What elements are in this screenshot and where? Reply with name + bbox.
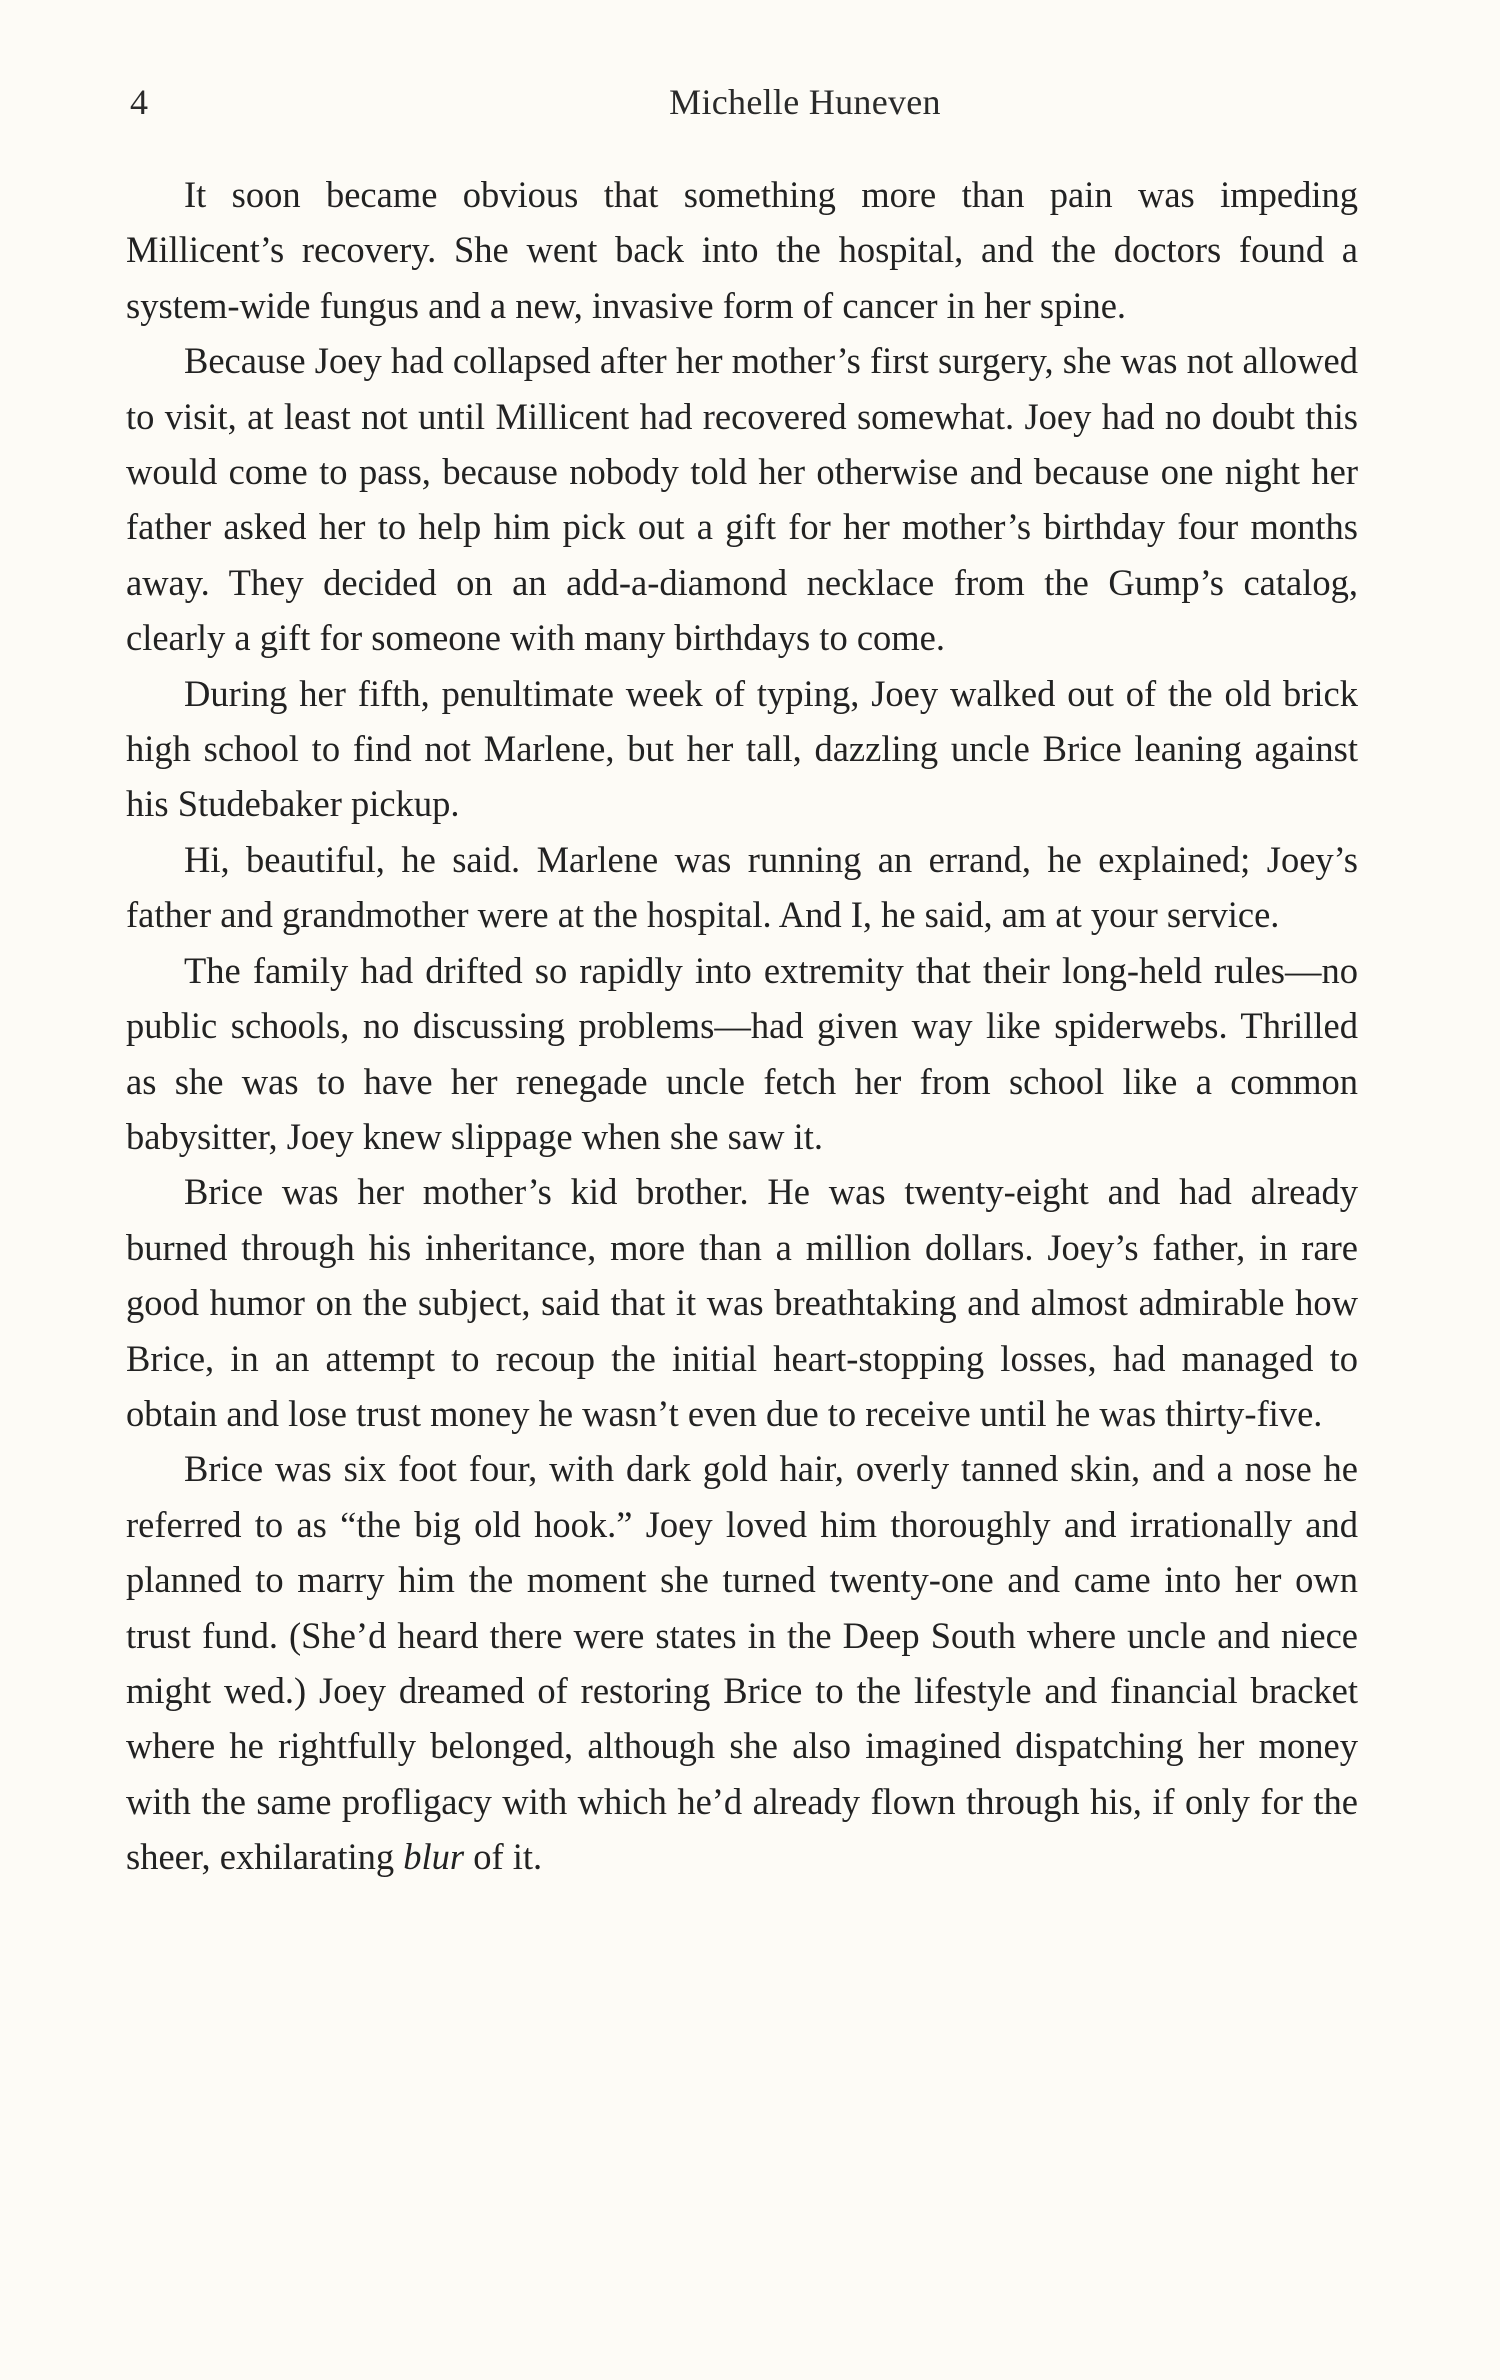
emphasized-word: blur <box>403 1836 465 1878</box>
paragraph: The family had drifted so rapidly into extremity that their long-held rules—no public schools, no discussing problems—had given way like spiderwebs. Thrilled as she was to have her renegade uncle fetch her from school like a common babysitter, Joey knew slippage when she saw it. <box>126 949 1358 1157</box>
paragraph: Brice was her mother’s kid brother. He was twenty-eight and had already burned through his inheritance, more than a million dollars. Joey’s father, in rare good humor on the subject, said that it was breathtaking and almost admirable how Brice, in an attempt to recoup the initial heart-stopping losses, had managed to obtain and lose trust money he wasn’t even due to receive until he was thirty-five. <box>126 1171 1358 1434</box>
running-head <box>125 72 1360 132</box>
body-text <box>126 167 1358 1885</box>
running-title-author: Michelle Huneven <box>669 82 941 122</box>
paragraph-last <box>126 1441 1358 1884</box>
paragraph-text: Brice was six foot four, with dark gold hair, overly tanned skin, and a nose he referred to as “the big old hook.” Joey loved him thoroughly and irrationally and planned to marry him the moment she turned twenty-one and came into her own trust fund. (She’d heard there were states in the Deep South where uncle and niece might wed.) Joey dreamed of restoring Brice to the lifestyle and financial bracket where he rightfully belonged, although she also imagined dispatching her money with the same profligacy with which he’d already flown through his, if only for the sheer, exhilarating <box>126 1448 1358 1878</box>
page-number: 4 <box>130 82 148 122</box>
paragraph: During her fifth, penultimate week of typing, Joey walked out of the old brick high school to find not Marlene, but her tall, dazzling uncle Brice leaning against his Studebaker pickup. <box>126 672 1358 825</box>
paragraph: Hi, beautiful, he said. Marlene was running an errand, he explained; Joey’s father and grandmother were at the hospital. And I, he said, am at your service. <box>126 838 1358 936</box>
paragraph: Because Joey had collapsed after her mother’s first surgery, she was not allowed to visit, at least not until Millicent had recovered somewhat. Joey had no doubt this would come to pass, because nobody told her otherwise and because one night her father asked her to help him pick out a gift for her mother’s birthday four months away. They decided on an add-a-diamond necklace from the Gump’s catalog, clearly a gift for someone with many birthdays to come. <box>126 340 1358 659</box>
paragraph: It soon became obvious that something more than pain was impeding Millicent’s recovery. She went back into the hospital, and the doctors found a system-wide fungus and a new, invasive form of cancer in her spine. <box>126 174 1358 326</box>
paragraph-ending: of it. <box>464 1836 543 1878</box>
